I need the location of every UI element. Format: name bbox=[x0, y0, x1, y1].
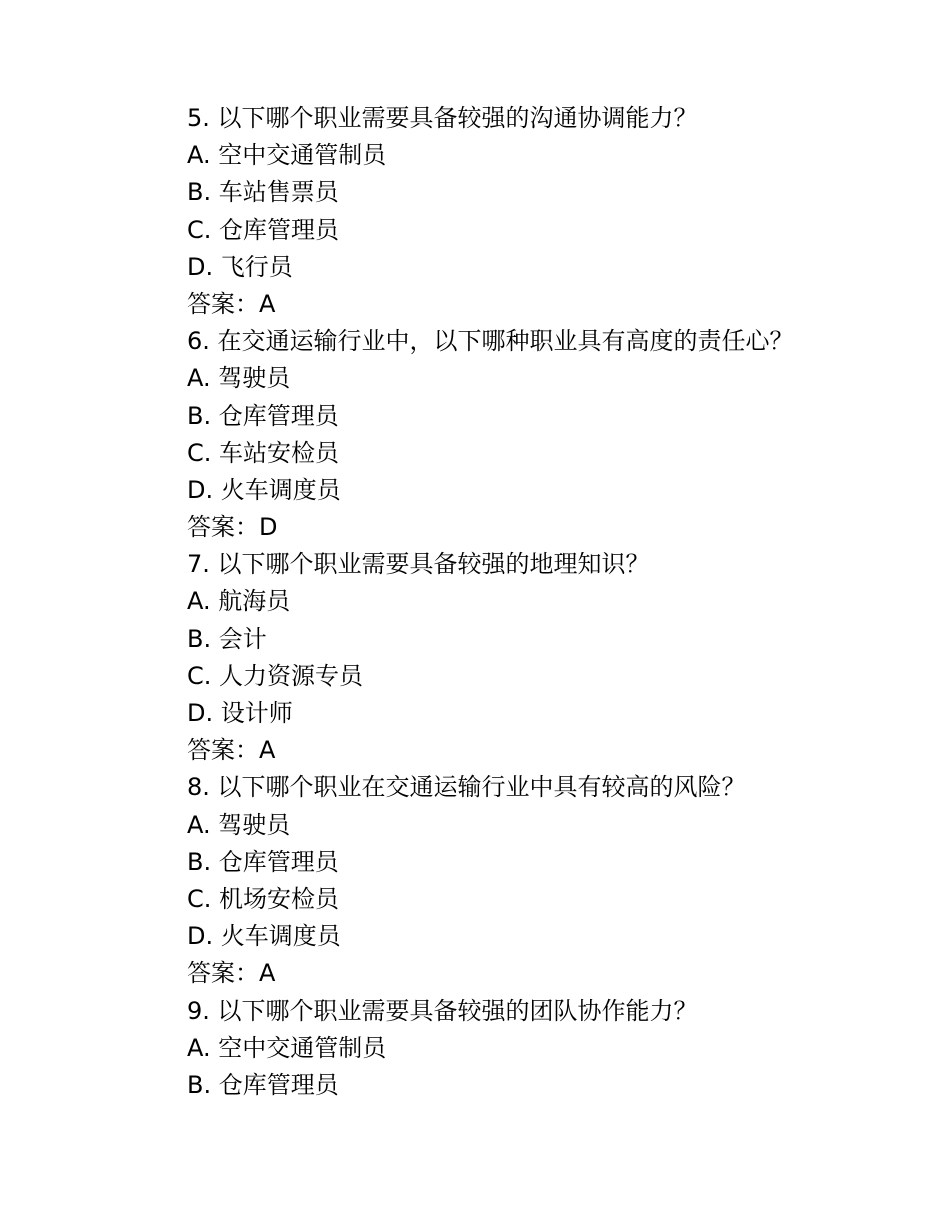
question-8-option-c: C. 机场安检员 bbox=[187, 884, 340, 913]
question-7-option-c: C. 人力资源专员 bbox=[187, 661, 364, 690]
question-7-answer: 答案：A bbox=[187, 736, 276, 765]
question-6-option-d: D. 火车调度员 bbox=[187, 475, 341, 504]
question-6-answer: 答案：D bbox=[187, 513, 278, 542]
question-5-option-c: C. 仓库管理员 bbox=[187, 215, 340, 244]
question-7-text: 7. 以下哪个职业需要具备较强的地理知识？ bbox=[187, 550, 650, 579]
question-9-option-b: B. 仓库管理员 bbox=[187, 1070, 339, 1099]
question-7-option-d: D. 设计师 bbox=[187, 699, 293, 727]
question-5-answer: 答案：A bbox=[187, 289, 276, 318]
question-6-option-b: B. 仓库管理员 bbox=[187, 401, 339, 430]
question-7-option-a: A. 航海员 bbox=[187, 587, 291, 616]
question-9-option-a: A. 空中交通管制员 bbox=[187, 1033, 387, 1062]
question-7-option-b: B. 会计 bbox=[187, 624, 267, 653]
question-9-text: 9. 以下哪个职业需要具备较强的团队协作能力？ bbox=[187, 996, 698, 1025]
question-5-option-b: B. 车站售票员 bbox=[187, 178, 339, 207]
question-8-answer: 答案：A bbox=[187, 959, 276, 988]
question-6-option-c: C. 车站安检员 bbox=[187, 438, 340, 467]
question-8-option-d: D. 火车调度员 bbox=[187, 922, 341, 951]
question-8-text: 8. 以下哪个职业在交通运输行业中具有较高的风险？ bbox=[187, 773, 746, 802]
question-6-text: 6. 在交通运输行业中，以下哪种职业具有高度的责任心？ bbox=[187, 327, 794, 356]
question-5-option-a: A. 空中交通管制员 bbox=[187, 141, 387, 170]
question-5-option-d: D. 飞行员 bbox=[187, 252, 293, 281]
question-5-text: 5. 以下哪个职业需要具备较强的沟通协调能力？ bbox=[187, 104, 698, 132]
question-8-option-b: B. 仓库管理员 bbox=[187, 847, 339, 876]
question-6-option-a: A. 驾驶员 bbox=[187, 364, 291, 393]
question-list bbox=[187, 100, 887, 1104]
question-8-option-a: A. 驾驶员 bbox=[187, 810, 291, 839]
